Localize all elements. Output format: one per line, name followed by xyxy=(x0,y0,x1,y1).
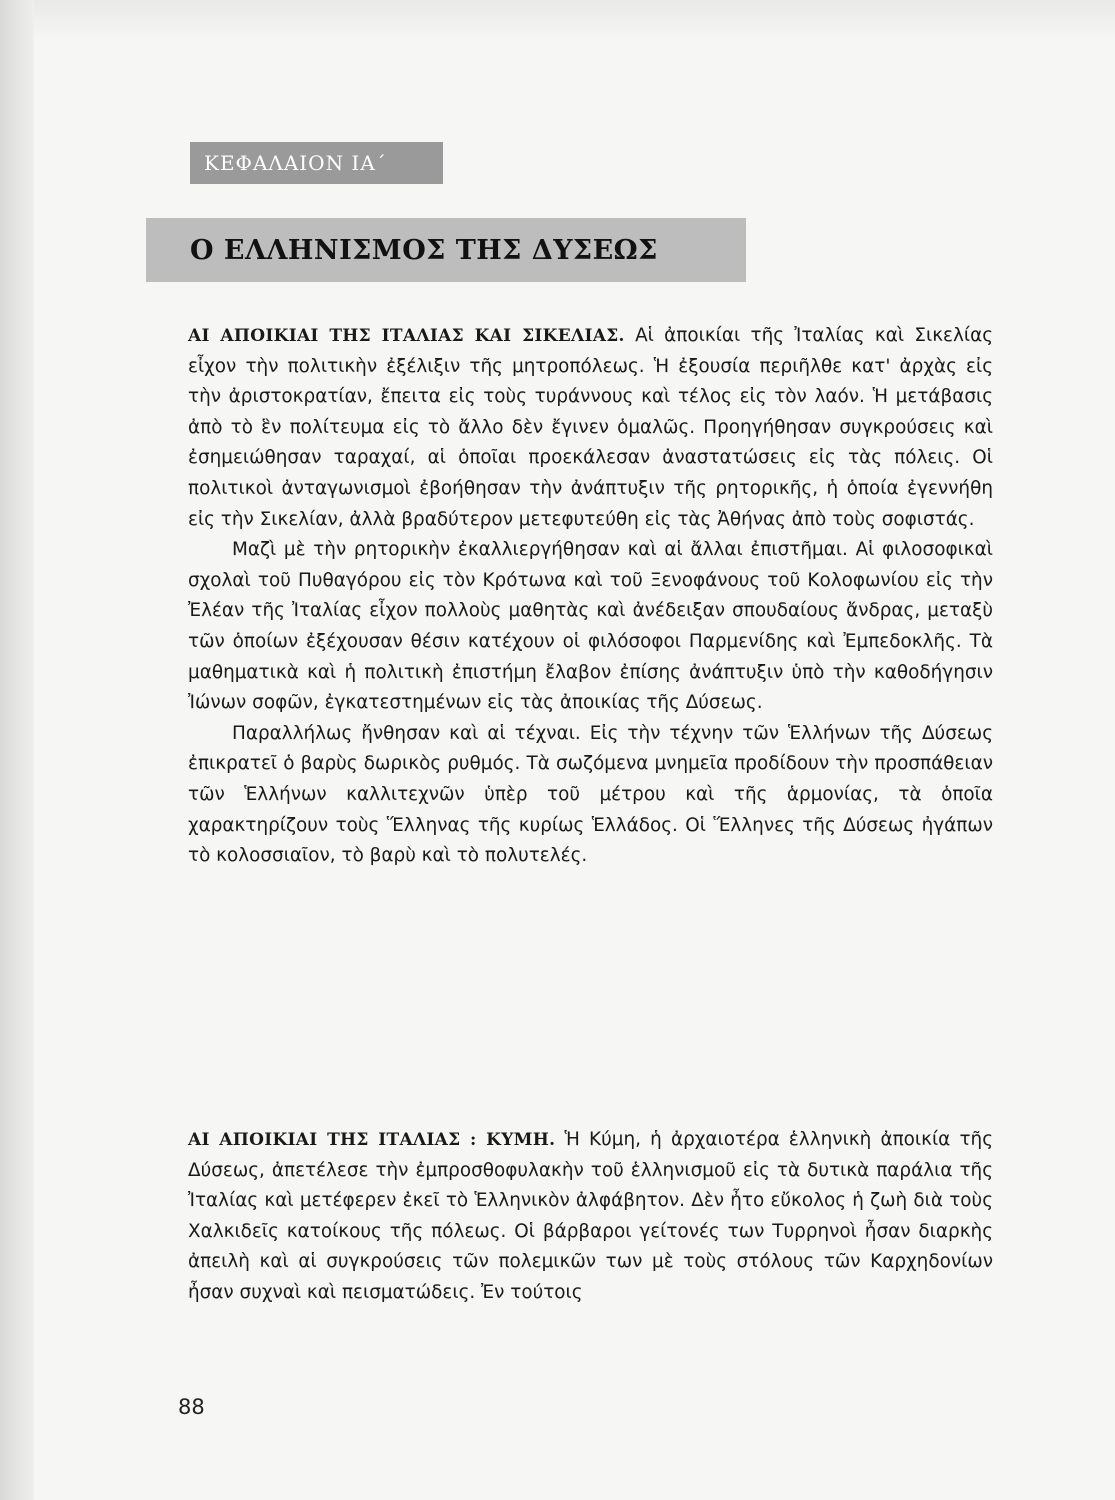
section2-p1-text: Ἡ Κύμη, ἡ ἀρχαιοτέρα ἑλληνικὴ ἀποικία τῆς Δύσεως, ἀπετέλεσε τὴν ἐμπροσθοφυλακὴν τοῦ ἑλληνισμοῦ εἰς τὰ δυτικὰ παράλια τῆς Ἰταλίας καὶ μετέφερεν ἐκεῖ τὸ Ἑλληνικὸν ἀλφάβητον. Δὲν ἦτο εὔκολος ἡ ζωὴ διὰ τοὺς Χαλκιδεῖς κατοίκους τῆς πόλεως. Οἱ βάρβαροι γείτονές των Τυρρηνοὶ ἦσαν διαρκὴς ἀπειλὴ καὶ αἱ συγκρούσεις τῶν πολεμικῶν των μὲ τοὺς στόλους τῶν Καρχηδονίων ἦσαν συχναὶ καὶ πεισματώδεις. Ἐν τούτοις xyxy=(188,1129,993,1303)
chapter-title: Ο ΕΛΛΗΝΙΣΜΟΣ ΤΗΣ ΔΥΣΕΩΣ xyxy=(190,235,658,266)
section1-p1-text: Αἱ ἀποικίαι τῆς Ἰταλίας καὶ Σικελίας εἶχον τὴν πολιτικὴν ἐξέλιξιν τῆς μητροπόλεως. Ἡ ἐξουσία περιῆλθε κατ' ἀρχὰς εἰς τὴν ἀριστοκρατίαν, ἔπειτα εἰς τοὺς τυράννους καὶ τέλος εἰς τὸν λαόν. Ἡ μετάβασις ἀπὸ τὸ ἓν πολίτευμα εἰς τὸ ἄλλο δὲν ἔγινεν ὁμαλῶς. Προηγήθησαν συγκρούσεις καὶ ἐσημειώθησαν ταραχαί, αἱ ὁποῖαι προεκάλεσαν ἀναστατώσεις εἰς τὰς πόλεις. Οἱ πολιτικοὶ ἀνταγωνισμοὶ ἐβοήθησαν τὴν ἀνάπτυξιν τῆς ρητορικῆς, ἡ ὁποία ἐγεννήθη εἰς τὴν Σικελίαν, ἀλλὰ βραδύτερον μετεφυτεύθη εἰς τὰς Ἀθήνας ἀπὸ τοὺς σοφιστάς. xyxy=(188,325,993,530)
section2-heading: ΑΙ ΑΠΟΙΚΙΑΙ ΤΗΣ ΙΤΑΛΙΑΣ : ΚΥΜΗ. xyxy=(188,1130,556,1150)
section-italy-sicily xyxy=(188,321,993,872)
section1-paragraph2: Μαζὶ μὲ τὴν ρητορικὴν ἐκαλλιεργήθησαν καὶ αἱ ἄλλαι ἐπιστῆμαι. Αἱ φιλοσοφικαὶ σχολαὶ τοῦ Πυθαγόρου εἰς τὸν Κρότωνα καὶ τοῦ Ξενοφάνους τοῦ Κολοφωνίου εἰς τὴν Ἐλέαν τῆς Ἰταλίας εἶχον πολλοὺς μαθητὰς καὶ ἀνέδειξαν σπουδαίους ἄνδρας, μεταξὺ τῶν ὁποίων ἐξέχουσαν θέσιν κατέχουν οἱ φιλόσοφοι Παρμενίδης καὶ Ἐμπεδοκλῆς. Τὰ μαθηματικὰ καὶ ἡ πολιτικὴ ἐπιστήμη ἔλαβον ἐπίσης ἀνάπτυξιν ὑπὸ τὴν καθοδήγησιν Ἰώνων σοφῶν, ἐγκατεστημένων εἰς τὰς ἀποικίας τῆς Δύσεως. xyxy=(188,539,993,714)
section-kyme xyxy=(188,1125,993,1309)
page-left-shadow xyxy=(0,0,34,1500)
section1-paragraph1 xyxy=(188,321,993,535)
chapter-label: ΚΕΦΑΛΑΙΟΝ ΙΑ΄ xyxy=(190,142,443,184)
page-number: 88 xyxy=(178,1395,205,1419)
section1-heading: ΑΙ ΑΠΟΙΚΙΑΙ ΤΗΣ ΙΤΑΛΙΑΣ ΚΑΙ ΣΙΚΕΛΙΑΣ. xyxy=(188,326,625,346)
section1-paragraph3: Παραλλήλως ἤνθησαν καὶ αἱ τέχναι. Εἰς τὴν τέχνην τῶν Ἑλλήνων τῆς Δύσεως ἐπικρατεῖ ὁ βαρὺς δωρικὸς ρυθμός. Τὰ σωζόμενα μνημεῖα προδίδουν τὴν προσπάθειαν τῶν Ἑλλήνων καλλιτεχνῶν ὑπὲρ τοῦ μέτρου καὶ τῆς ἁρμονίας, τὰ ὁποῖα χαρακτηρίζουν τοὺς Ἕλληνας τῆς κυρίως Ἑλλάδος. Οἱ Ἕλληνες τῆς Δύσεως ἠγάπων τὸ κολοσσιαῖον, τὸ βαρὺ καὶ τὸ πολυτελές. xyxy=(188,722,993,867)
section2-paragraph1 xyxy=(188,1125,993,1309)
